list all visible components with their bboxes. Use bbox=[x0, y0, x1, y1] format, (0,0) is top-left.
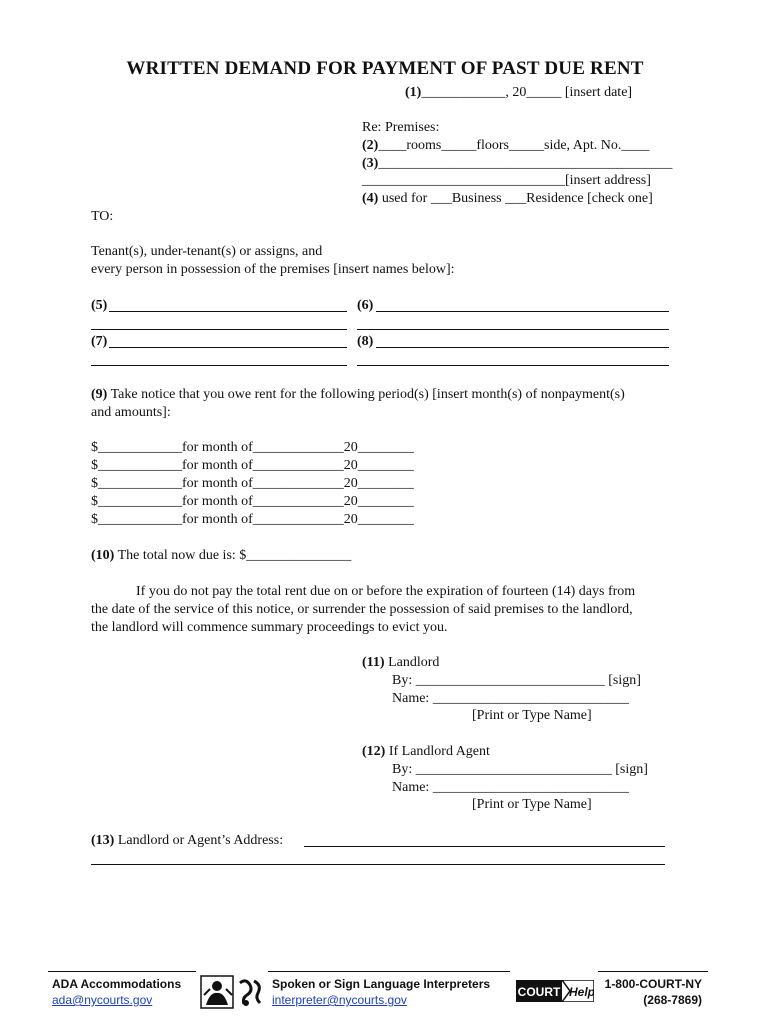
ada-title: ADA Accommodations bbox=[52, 977, 182, 991]
agent-label: (12) If Landlord Agent bbox=[362, 744, 490, 759]
field-number: (12) bbox=[362, 744, 386, 759]
agent-name-field[interactable]: Name: ____________________________ bbox=[392, 780, 629, 795]
tenant-name-8-number: (8) bbox=[357, 334, 374, 349]
ada-footer bbox=[48, 971, 708, 1011]
warning-line-3: the landlord will commence summary proceedings to evict you. bbox=[91, 620, 448, 635]
tenants-intro-line-2: every person in possession of the premises [insert names below]: bbox=[91, 262, 455, 277]
total-due-line bbox=[91, 547, 351, 565]
rooms-field[interactable]: ____rooms_____floors_____side, Apt. No.____ bbox=[378, 138, 650, 153]
rent-row[interactable]: $____________for month of_____________20________ bbox=[91, 494, 414, 509]
agent-sign-field[interactable]: By: ____________________________ [sign] bbox=[392, 762, 648, 777]
field-number: (3) bbox=[362, 156, 379, 171]
court-help-logo-graphic bbox=[516, 980, 594, 1002]
phone-divider bbox=[598, 971, 708, 972]
help-logo-text: Help bbox=[568, 985, 594, 999]
landlord-print-hint: [Print or Type Name] bbox=[472, 708, 592, 723]
notice-line-2: and amounts]: bbox=[91, 405, 171, 420]
rent-row[interactable]: $____________for month of_____________20________ bbox=[91, 458, 414, 473]
agent-print-hint: [Print or Type Name] bbox=[472, 797, 592, 812]
rent-row[interactable]: $____________for month of_____________20________ bbox=[91, 476, 414, 491]
premises-rooms-line bbox=[362, 137, 649, 155]
interpreter-divider bbox=[268, 971, 510, 972]
to-label: TO: bbox=[91, 209, 114, 224]
use-type-field[interactable]: used for ___Business ___Residence [check one] bbox=[378, 191, 653, 206]
tenant-name-7-field[interactable] bbox=[109, 347, 347, 348]
phone-number: 1-800-COURT-NY bbox=[604, 977, 702, 991]
tenant-name-8-field[interactable] bbox=[376, 347, 669, 348]
court-help-logo bbox=[516, 980, 594, 1002]
address-field-line-2[interactable] bbox=[91, 864, 665, 865]
use-type-line bbox=[362, 190, 653, 208]
interpreter-email-link[interactable]: interpreter@nycourts.gov bbox=[272, 993, 407, 1007]
premises-label: Re: Premises: bbox=[362, 120, 440, 135]
field-number: (1) bbox=[405, 85, 422, 100]
tenant-name-7-field-line-2[interactable] bbox=[91, 365, 347, 366]
rent-row[interactable]: $____________for month of_____________20________ bbox=[91, 440, 414, 455]
tenants-intro-line-1: Tenant(s), under-tenant(s) or assigns, and bbox=[91, 244, 323, 259]
landlord-name-field[interactable]: Name: ____________________________ bbox=[392, 691, 629, 706]
warning-line-1: If you do not pay the total rent due on or before the expiration of fourteen (14) days from bbox=[136, 584, 636, 599]
warning-line-2: the date of the service of this notice, or surrender the possession of said premises to the landlord, bbox=[91, 602, 633, 617]
date-line bbox=[405, 84, 632, 102]
date-field[interactable]: ____________, 20_____ [insert date] bbox=[421, 85, 633, 100]
address-label: (13) Landlord or Agent’s Address: bbox=[91, 833, 287, 848]
tenant-name-5-field-line-2[interactable] bbox=[91, 329, 347, 330]
interpreter-title: Spoken or Sign Language Interpreters bbox=[272, 977, 491, 991]
field-number: (10) bbox=[91, 548, 115, 563]
landlord-label: (11) Landlord bbox=[362, 655, 440, 670]
field-number: (4) bbox=[362, 191, 379, 206]
address-field[interactable]: __________________________________________ bbox=[378, 156, 673, 171]
notice-line-1: (9) Take notice that you owe rent for the following period(s) [insert month(s) of nonpayment(s) bbox=[91, 387, 625, 402]
tenant-name-5-field[interactable] bbox=[109, 311, 347, 312]
landlord-sign-field[interactable]: By: ___________________________ [sign] bbox=[392, 673, 641, 688]
document-title: WRITTEN DEMAND FOR PAYMENT OF PAST DUE RENT bbox=[126, 58, 644, 79]
tenant-name-6-field-line-2[interactable] bbox=[357, 329, 669, 330]
total-due-field[interactable]: The total now due is: $_______________ bbox=[114, 548, 352, 563]
phone-digits: (268-7869) bbox=[643, 993, 702, 1007]
premises-address-line bbox=[362, 155, 672, 173]
ada-email-link[interactable]: ada@nycourts.gov bbox=[52, 993, 153, 1007]
tenant-name-8-field-line-2[interactable] bbox=[357, 365, 669, 366]
insert-address-line[interactable]: _____________________________[insert address] bbox=[362, 173, 651, 188]
field-number: (11) bbox=[362, 655, 385, 670]
field-number: (13) bbox=[91, 833, 115, 848]
tenant-name-7-number: (7) bbox=[91, 334, 108, 349]
tenant-name-6-field[interactable] bbox=[376, 311, 669, 312]
field-number: (9) bbox=[91, 387, 108, 402]
court-logo-text: COURT bbox=[517, 985, 561, 999]
tenant-name-6-number: (6) bbox=[357, 298, 374, 313]
field-number: (2) bbox=[362, 138, 379, 153]
rent-row[interactable]: $____________for month of_____________20________ bbox=[91, 512, 414, 527]
address-field[interactable] bbox=[304, 846, 665, 847]
sign-language-icon bbox=[200, 975, 266, 1009]
ada-divider bbox=[48, 971, 196, 972]
tenant-name-5-number: (5) bbox=[91, 298, 108, 313]
